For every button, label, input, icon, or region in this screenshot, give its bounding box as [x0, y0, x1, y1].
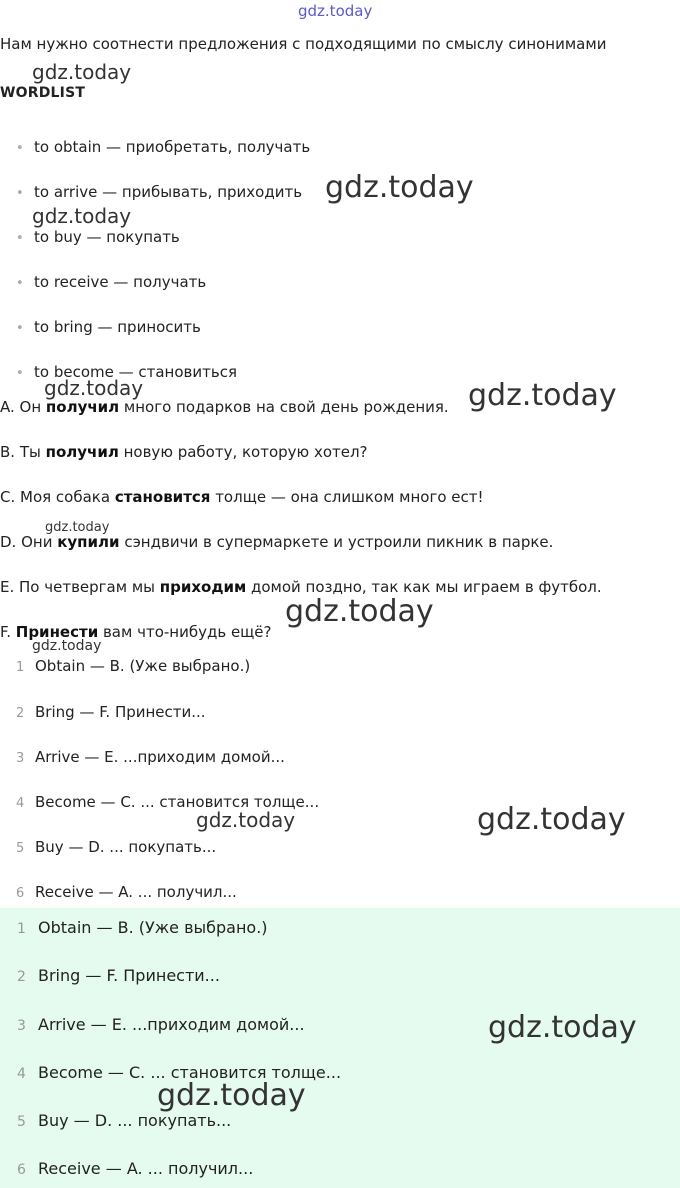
sentence-keyword: приходим	[159, 578, 247, 596]
answer-number: 3	[17, 1018, 26, 1034]
answer-text: Obtain — B. (Уже выбрано.)	[38, 918, 268, 937]
watermark: gdz.today	[196, 808, 296, 832]
sentence-text: домой поздно, так как мы играем в футбол.	[246, 578, 602, 596]
watermark: gdz.today	[32, 204, 132, 228]
sentence-text: F.	[0, 623, 16, 641]
answer-item	[0, 703, 206, 721]
watermark: gdz.today	[325, 170, 474, 205]
highlighted-answer-item	[0, 1111, 231, 1130]
bullet-icon: •	[16, 141, 24, 156]
answer-text: Arrive — E. ...приходим домой...	[38, 1015, 305, 1034]
intro-text: Нам нужно соотнести предложения с подходящими по смыслу синонимами	[0, 35, 607, 53]
watermark: gdz.today	[468, 378, 617, 413]
watermark: gdz.today	[477, 802, 626, 837]
answer-number: 1	[16, 660, 25, 675]
answer-item	[0, 883, 237, 901]
bullet-icon: •	[16, 231, 24, 246]
highlighted-answer-item	[0, 1159, 253, 1178]
answer-text: Receive — A. ... получил...	[35, 883, 237, 901]
bullet-icon: •	[16, 186, 24, 201]
answer-text: Buy — D. ... покупать...	[35, 838, 217, 856]
watermark-top: gdz.today	[298, 2, 373, 20]
answer-number: 4	[16, 796, 25, 811]
watermark: gdz.today	[157, 1078, 306, 1113]
answer-number: 5	[17, 1114, 26, 1130]
answer-number: 5	[16, 841, 25, 856]
sentence-keyword: получил	[45, 398, 120, 416]
wordlist-heading: WORDLIST	[0, 85, 86, 101]
watermark: gdz.today	[285, 594, 434, 629]
sentence-text: вам что-нибудь ещё?	[98, 623, 272, 641]
wordlist-item-text: to become — становиться	[34, 363, 237, 381]
answer-highlight-box	[0, 908, 680, 1188]
answer-item	[0, 657, 250, 675]
answer-item	[0, 748, 285, 766]
wordlist-item	[0, 318, 201, 336]
answer-item	[0, 838, 216, 856]
sentence-a	[0, 398, 449, 416]
wordlist-item	[0, 273, 206, 291]
sentence-text: толще — она слишком много ест!	[210, 488, 484, 506]
wordlist-item-text: to receive — получать	[34, 273, 207, 291]
sentence-text: сэндвичи в супермаркете и устроили пикник в парке.	[119, 533, 554, 551]
highlighted-answer-item	[0, 918, 268, 937]
bullet-icon: •	[16, 276, 24, 291]
sentence-text: новую работу, которую хотел?	[118, 443, 368, 461]
sentence-text: D. Они	[0, 533, 58, 551]
sentence-text: много подарков на свой день рождения.	[119, 398, 449, 416]
wordlist-item-text: to buy — покупать	[34, 228, 180, 246]
bullet-icon: •	[16, 321, 24, 336]
sentence-d	[0, 533, 553, 551]
sentence-text: C. Моя собака	[0, 488, 115, 506]
answer-number: 2	[16, 706, 25, 721]
answer-text: Become — C. ... становится толще...	[38, 1063, 342, 1082]
answer-text: Obtain — B. (Уже выбрано.)	[35, 657, 251, 675]
wordlist-item-text: to bring — приносить	[34, 318, 201, 336]
answer-text: Become — C. ... становится толще...	[35, 793, 320, 811]
wordlist-item-text: to arrive — прибывать, приходить	[34, 183, 303, 201]
wordlist-item	[0, 183, 302, 201]
watermark: gdz.today	[488, 1010, 637, 1045]
sentence-text: A. Он	[0, 398, 46, 416]
watermark: gdz.today	[32, 60, 132, 84]
sentence-keyword: Принести	[15, 623, 99, 641]
answer-number: 3	[16, 751, 25, 766]
watermark: gdz.today	[45, 520, 110, 535]
answer-text: Bring — F. Принести...	[38, 966, 220, 985]
wordlist-item	[0, 138, 310, 156]
answer-text: Arrive — E. ...приходим домой...	[35, 748, 285, 766]
highlighted-answer-item	[0, 1015, 305, 1034]
sentence-b	[0, 443, 368, 461]
answer-text: Buy — D. ... покупать...	[38, 1111, 232, 1130]
answer-number: 6	[17, 1162, 26, 1178]
watermark: gdz.today	[32, 638, 102, 654]
answer-number: 4	[17, 1066, 26, 1082]
wordlist-item	[0, 228, 180, 246]
sentence-keyword: становится	[114, 488, 211, 506]
answer-number: 2	[17, 969, 26, 985]
wordlist-item-text: to obtain — приобретать, получать	[34, 138, 311, 156]
answer-number: 6	[16, 886, 25, 901]
answer-text: Receive — A. ... получил...	[38, 1159, 254, 1178]
sentence-keyword: купили	[57, 533, 120, 551]
sentence-text: B. Ты	[0, 443, 46, 461]
answer-text: Bring — F. Принести...	[35, 703, 206, 721]
watermark: gdz.today	[44, 376, 144, 400]
bullet-icon: •	[16, 366, 24, 381]
sentence-c	[0, 488, 484, 506]
sentence-keyword: получил	[45, 443, 119, 461]
highlighted-answer-item	[0, 966, 220, 985]
sentence-text: E. По четвергам мы	[0, 578, 160, 596]
answer-number: 1	[17, 921, 26, 937]
